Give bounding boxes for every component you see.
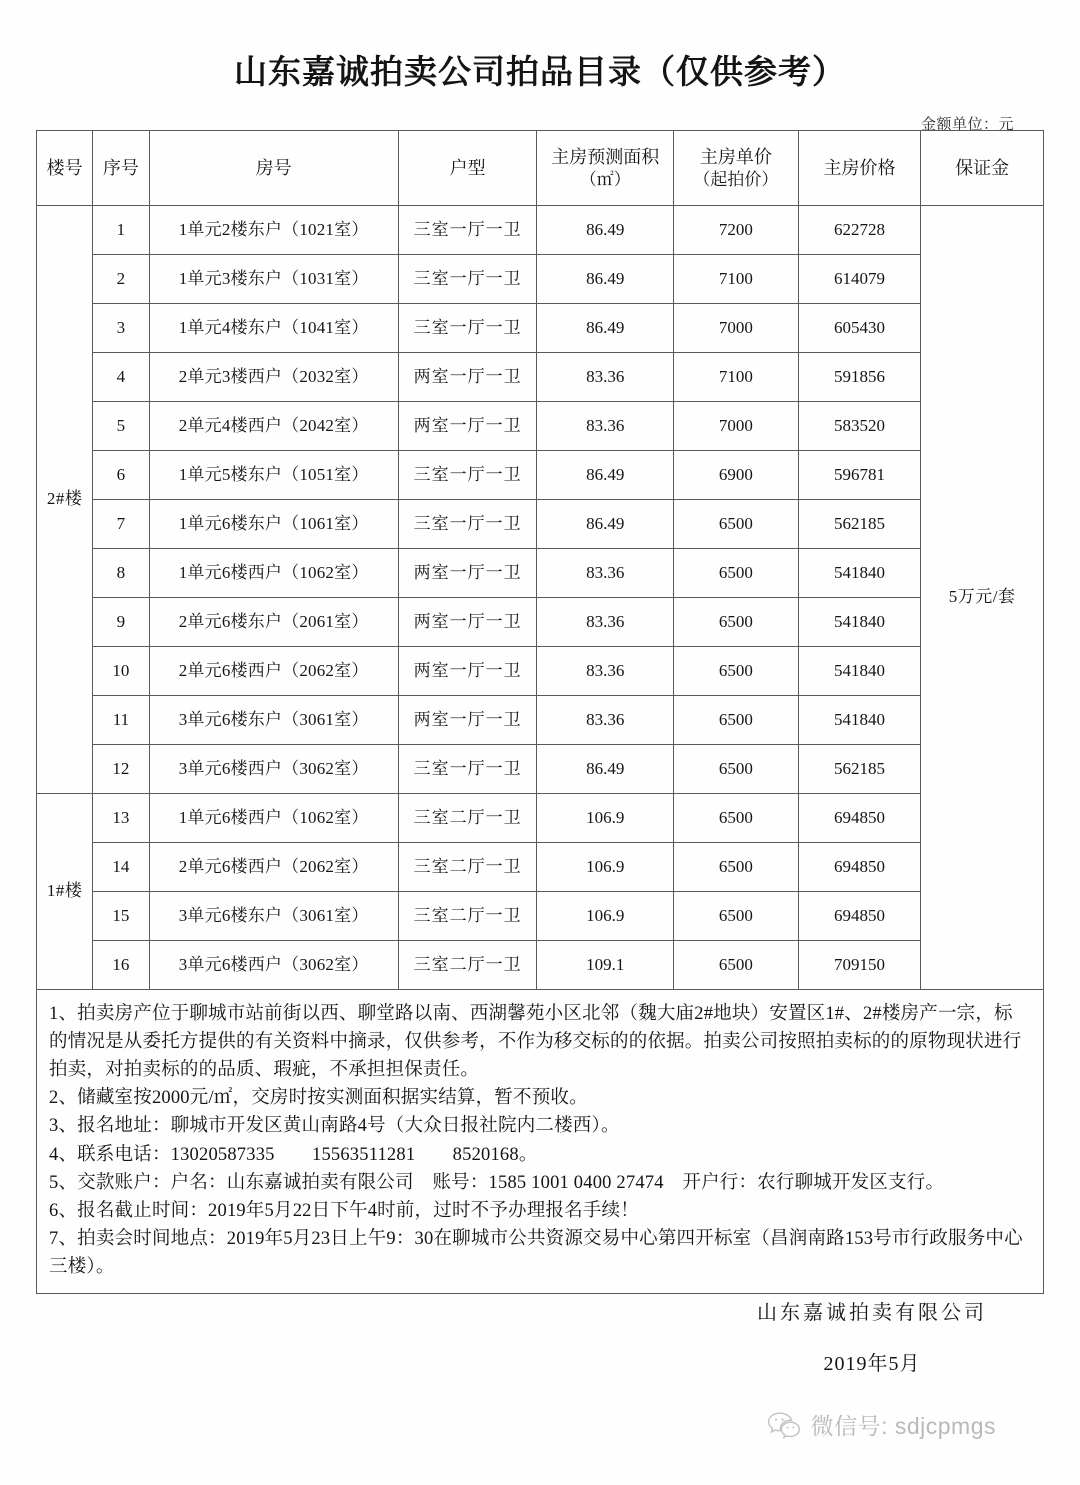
table-row [37, 843, 1044, 892]
cell-total-price: 614079 [798, 255, 921, 304]
cell-layout: 三室一厅一卫 [398, 255, 537, 304]
col-header-unit-price-sub: （起拍价） [693, 169, 779, 189]
cell-room-no: 1单元4楼东户（1041室） [149, 304, 398, 353]
note-item-4: 4、联系电话：13020587335 15563511281 8520168。 [49, 1144, 538, 1165]
col-header-total-price: 主房价格 [798, 131, 921, 206]
table-row [37, 451, 1044, 500]
cell-room-no: 3单元6楼东户（3061室） [149, 696, 398, 745]
cell-area: 86.49 [537, 206, 674, 255]
cell-unit-price: 6500 [674, 598, 799, 647]
cell-area: 83.36 [537, 647, 674, 696]
cell-layout: 两室一厅一卫 [398, 549, 537, 598]
amount-unit-note: 金额单位：元 [920, 117, 1014, 133]
note-item-7: 7、拍卖会时间地点：2019年5月23日上午9：30在聊城市公共资源交易中心第四开标室（昌润南路153号市行政服务中心三楼）。 [49, 1228, 1023, 1277]
note-item-3: 3、报名地址：聊城市开发区黄山南路4号（大众日报社院内二楼西）。 [49, 1116, 620, 1137]
cell-index: 2 [93, 255, 149, 304]
cell-unit-price: 6500 [674, 500, 799, 549]
cell-room-no: 1单元2楼东户（1021室） [149, 206, 398, 255]
cell-room-no: 3单元6楼西户（3062室） [149, 745, 398, 794]
col-header-area-unit: （㎡） [579, 169, 631, 189]
cell-area: 106.9 [537, 794, 674, 843]
cell-room-no: 1单元6楼东户（1061室） [149, 500, 398, 549]
cell-area: 83.36 [537, 696, 674, 745]
auction-catalog-table [36, 130, 1044, 990]
col-header-unit-price-main: 主房单价 [699, 147, 772, 168]
cell-room-no: 2单元3楼西户（2032室） [149, 353, 398, 402]
note-item-6: 6、报名截止时间：2019年5月22日下午4时前，过时不予办理报名手续！ [49, 1200, 639, 1221]
table-row [37, 206, 1044, 255]
cell-unit-price: 7000 [674, 402, 799, 451]
cell-unit-price: 6500 [674, 696, 799, 745]
header-row [37, 131, 1044, 206]
cell-layout: 三室二厅一卫 [398, 794, 537, 843]
cell-layout: 三室一厅一卫 [398, 451, 537, 500]
cell-room-no: 2单元6楼西户（2062室） [149, 843, 398, 892]
table-row [37, 696, 1044, 745]
cell-area: 83.36 [537, 353, 674, 402]
cell-area: 86.49 [537, 255, 674, 304]
cell-deposit: 5万元/套 [921, 206, 1044, 990]
cell-index: 1 [93, 206, 149, 255]
cell-index: 9 [93, 598, 149, 647]
cell-index: 7 [93, 500, 149, 549]
cell-total-price: 591856 [798, 353, 921, 402]
table-row [37, 402, 1044, 451]
table-row [37, 647, 1044, 696]
cell-unit-price: 7100 [674, 353, 799, 402]
table-row [37, 255, 1044, 304]
cell-layout: 两室一厅一卫 [398, 353, 537, 402]
cell-total-price: 541840 [798, 696, 921, 745]
cell-room-no: 1单元6楼西户（1062室） [149, 549, 398, 598]
cell-layout: 三室一厅一卫 [398, 500, 537, 549]
signature-block [742, 1296, 1002, 1376]
cell-area: 106.9 [537, 892, 674, 941]
cell-room-no: 1单元3楼东户（1031室） [149, 255, 398, 304]
col-header-deposit: 保证金 [921, 131, 1044, 206]
wechat-footer [0, 1408, 1080, 1441]
cell-layout: 三室一厅一卫 [398, 206, 537, 255]
cell-index: 16 [93, 941, 149, 990]
cell-index: 15 [93, 892, 149, 941]
cell-area: 109.1 [537, 941, 674, 990]
table-row [37, 549, 1044, 598]
cell-room-no: 2单元6楼东户（2061室） [149, 598, 398, 647]
cell-room-no: 2单元4楼西户（2042室） [149, 402, 398, 451]
cell-total-price: 541840 [798, 549, 921, 598]
cell-unit-price: 6500 [674, 794, 799, 843]
col-header-area-main: 主房预测面积 [551, 147, 660, 168]
wechat-id-label: 微信号: sdjcpmgs [810, 1413, 996, 1439]
cell-index: 5 [93, 402, 149, 451]
cell-area: 83.36 [537, 549, 674, 598]
cell-total-price: 541840 [798, 598, 921, 647]
table-row [37, 941, 1044, 990]
cell-unit-price: 7100 [674, 255, 799, 304]
cell-room-no: 3单元6楼东户（3061室） [149, 892, 398, 941]
cell-layout: 两室一厅一卫 [398, 696, 537, 745]
col-header-area [537, 131, 674, 206]
cell-unit-price: 7200 [674, 206, 799, 255]
cell-total-price: 562185 [798, 745, 921, 794]
cell-unit-price: 6900 [674, 451, 799, 500]
note-item-2: 2、储藏室按2000元/㎡，交房时按实测面积据实结算，暂不预收。 [49, 1088, 588, 1109]
cell-total-price: 605430 [798, 304, 921, 353]
cell-total-price: 622728 [798, 206, 921, 255]
col-header-room-no: 房号 [149, 131, 398, 206]
col-header-layout: 户型 [398, 131, 537, 206]
table-row [37, 745, 1044, 794]
cell-area: 86.49 [537, 451, 674, 500]
cell-index: 4 [93, 353, 149, 402]
cell-room-no: 1单元5楼东户（1051室） [149, 451, 398, 500]
cell-room-no: 2单元6楼西户（2062室） [149, 647, 398, 696]
page-title: 山东嘉诚拍卖公司拍品目录（仅供参考） [234, 55, 846, 91]
cell-total-price: 583520 [798, 402, 921, 451]
cell-index: 10 [93, 647, 149, 696]
table-row [37, 500, 1044, 549]
cell-layout: 两室一厅一卫 [398, 647, 537, 696]
cell-index: 13 [93, 794, 149, 843]
cell-layout: 两室一厅一卫 [398, 598, 537, 647]
cell-unit-price: 6500 [674, 549, 799, 598]
cell-index: 12 [93, 745, 149, 794]
cell-layout: 三室一厅一卫 [398, 745, 537, 794]
note-item-1: 1、拍卖房产位于聊城市站前街以西、聊堂路以南、西湖馨苑小区北邻（魏大庙2#地块）安置区1#、2#楼房产一宗，标的情况是从委托方提供的有关资料中摘录，仅供参考，不作为移交标的的依据。拍卖公司按照拍卖标的的原物现状进行拍卖，对拍卖标的的品质、瑕疵，不承担担保责任。 [49, 1004, 1022, 1081]
cell-index: 11 [93, 696, 149, 745]
cell-total-price: 694850 [798, 843, 921, 892]
cell-total-price: 694850 [798, 794, 921, 843]
table-row [37, 892, 1044, 941]
cell-total-price: 694850 [798, 892, 921, 941]
cell-building: 1#楼 [37, 794, 93, 990]
cell-index: 3 [93, 304, 149, 353]
col-header-unit-price [674, 131, 799, 206]
cell-unit-price: 7000 [674, 304, 799, 353]
cell-layout: 两室一厅一卫 [398, 402, 537, 451]
wechat-icon [767, 1411, 801, 1439]
table-row [37, 794, 1044, 843]
col-header-index: 序号 [93, 131, 149, 206]
cell-area: 86.49 [537, 500, 674, 549]
table-body [37, 206, 1044, 990]
cell-unit-price: 6500 [674, 647, 799, 696]
col-header-building: 楼号 [37, 131, 93, 206]
cell-unit-price: 6500 [674, 745, 799, 794]
catalog-table-container [36, 130, 1044, 1294]
cell-index: 14 [93, 843, 149, 892]
cell-index: 8 [93, 549, 149, 598]
table-row [37, 353, 1044, 402]
table-row [37, 304, 1044, 353]
cell-area: 83.36 [537, 598, 674, 647]
cell-unit-price: 6500 [674, 892, 799, 941]
note-item-5: 5、交款账户：户名：山东嘉诚拍卖有限公司 账号：1585 1001 0400 27474 开户行：农行聊城开发区支行。 [49, 1172, 945, 1193]
cell-layout: 三室二厅一卫 [398, 892, 537, 941]
cell-room-no: 3单元6楼西户（3062室） [149, 941, 398, 990]
cell-area: 86.49 [537, 745, 674, 794]
cell-area: 83.36 [537, 402, 674, 451]
cell-total-price: 709150 [798, 941, 921, 990]
table-row [37, 598, 1044, 647]
cell-room-no: 1单元6楼西户（1062室） [149, 794, 398, 843]
signature-date: 2019年5月 [823, 1353, 921, 1375]
cell-area: 86.49 [537, 304, 674, 353]
table-header [37, 131, 1044, 206]
cell-area: 106.9 [537, 843, 674, 892]
cell-total-price: 562185 [798, 500, 921, 549]
cell-total-price: 541840 [798, 647, 921, 696]
notes-section [36, 990, 1044, 1294]
cell-total-price: 596781 [798, 451, 921, 500]
cell-unit-price: 6500 [674, 941, 799, 990]
cell-index: 6 [93, 451, 149, 500]
cell-unit-price: 6500 [674, 843, 799, 892]
cell-layout: 三室二厅一卫 [398, 843, 537, 892]
signature-company: 山东嘉诚拍卖有限公司 [757, 1302, 987, 1324]
cell-layout: 三室一厅一卫 [398, 304, 537, 353]
cell-layout: 三室二厅一卫 [398, 941, 537, 990]
cell-building: 2#楼 [37, 206, 93, 794]
